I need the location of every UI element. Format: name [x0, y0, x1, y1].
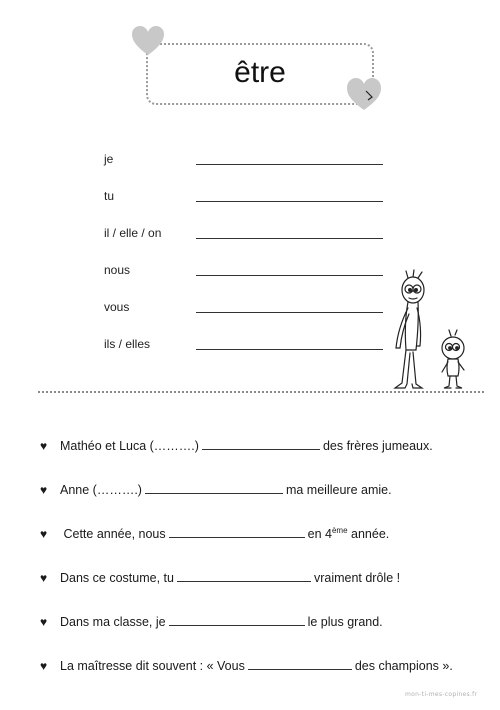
sentence-after: ma meilleure amie. — [285, 483, 392, 497]
sentence-before: Mathéo et Luca (……….) — [60, 439, 199, 453]
heart-bullet-icon: ♥ — [40, 615, 48, 629]
section-divider — [38, 391, 484, 393]
pronoun-label: il / elle / on — [104, 226, 162, 240]
pronoun-label: vous — [104, 300, 130, 314]
sentence-row — [40, 525, 480, 543]
sentence-row — [40, 481, 480, 499]
heart-bullet-icon: ♥ — [40, 439, 48, 453]
pronoun-label: tu — [104, 189, 115, 203]
pronoun-label: je — [104, 152, 114, 166]
heart-arrow-icon — [346, 76, 382, 112]
sentence-after: des frères jumeaux. — [322, 439, 433, 453]
sentence-after: année. — [347, 527, 390, 541]
heart-bullet-icon: ♥ — [40, 483, 48, 497]
sentence-row — [40, 613, 480, 631]
sentence-before: Dans ce costume, tu — [60, 571, 174, 585]
sentence-row — [40, 657, 480, 675]
watermark: mon-ti-mes-copines.fr — [405, 691, 478, 698]
answer-line — [196, 275, 383, 276]
sentence-after-prefix: en 4 — [307, 527, 332, 541]
conjugation-row — [104, 151, 394, 171]
answer-line — [196, 312, 383, 313]
sentence-before: Dans ma classe, je — [60, 615, 166, 629]
sentence-after: vraiment drôle ! — [313, 571, 401, 585]
answer-line — [196, 164, 383, 165]
answer-line — [196, 349, 383, 350]
heart-bullet-icon: ♥ — [40, 571, 48, 585]
heart-bullet-icon: ♥ — [40, 659, 48, 673]
conjugation-row — [104, 262, 394, 282]
sentence-before: La maîtresse dit souvent : « Vous — [60, 659, 245, 673]
heart-icon — [131, 25, 165, 57]
pronoun-label: nous — [104, 263, 131, 277]
cartoon-characters — [386, 268, 474, 394]
heart-bullet-icon: ♥ — [40, 527, 48, 541]
answer-blank — [169, 525, 305, 538]
sentence-row — [40, 437, 480, 455]
conjugation-row — [104, 188, 394, 208]
sentence-before: Cette année, nous — [60, 527, 166, 541]
answer-line — [196, 201, 383, 202]
answer-blank — [202, 437, 320, 450]
conjugation-row — [104, 336, 394, 356]
answer-blank — [177, 569, 311, 582]
ordinal-suffix: ème — [331, 525, 348, 535]
answer-blank — [145, 481, 283, 494]
sentence-after: des champions ». — [354, 659, 453, 673]
conjugation-row — [104, 225, 394, 245]
answer-blank — [248, 657, 352, 670]
pronoun-label: ils / elles — [104, 337, 151, 351]
sentence-after: le plus grand. — [307, 615, 383, 629]
answer-blank — [169, 613, 305, 626]
page-title: être — [234, 56, 286, 89]
conjugation-row — [104, 299, 394, 319]
sentence-row — [40, 569, 480, 587]
sentence-before: Anne (……….) — [60, 483, 142, 497]
answer-line — [196, 238, 383, 239]
